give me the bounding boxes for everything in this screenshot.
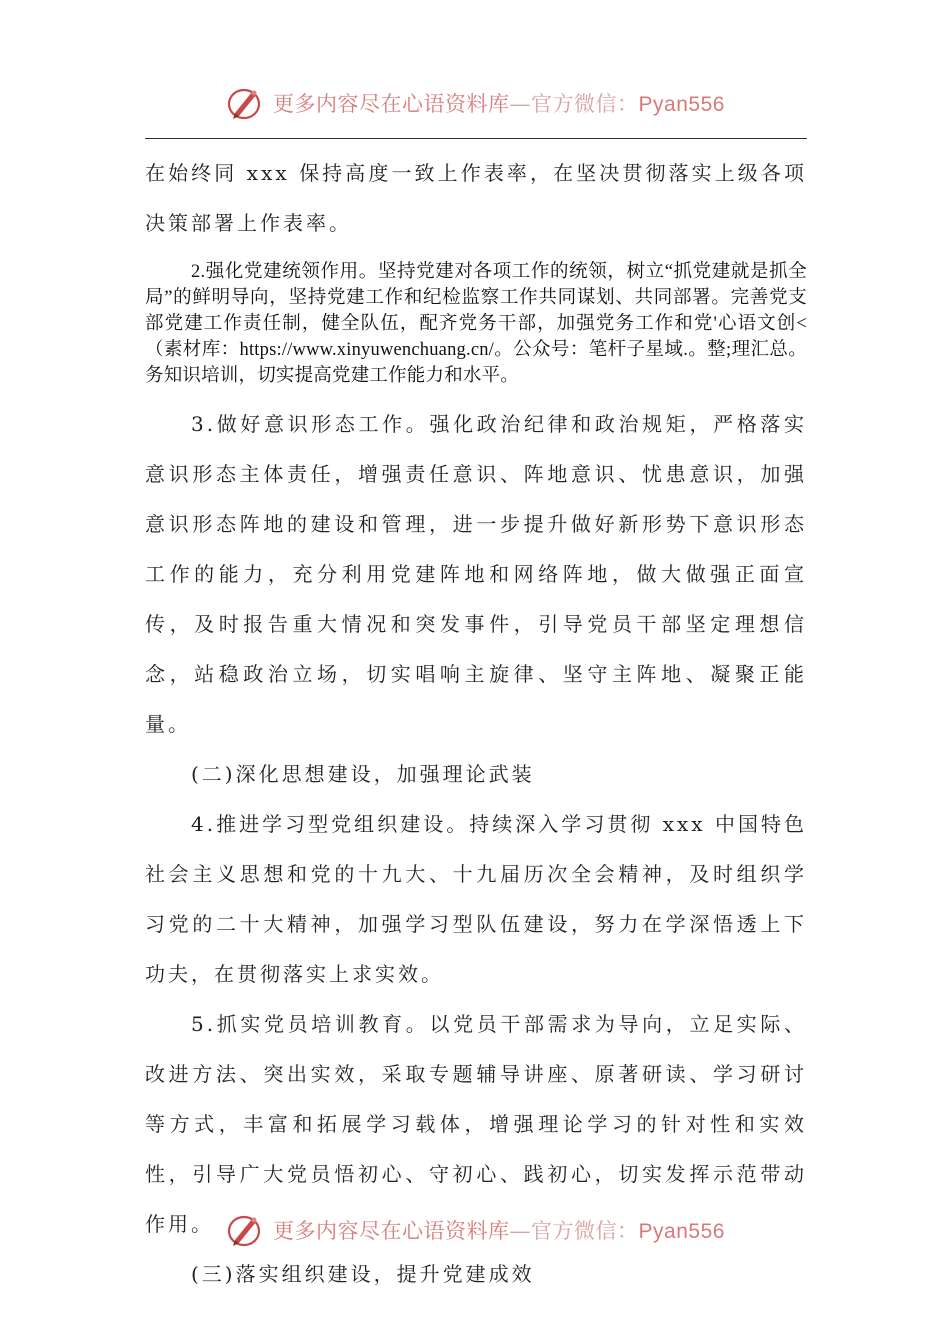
header-divider	[145, 138, 807, 139]
section-heading-2: (二)深化思想建设，加强理论武装	[191, 762, 535, 786]
watermark-text	[273, 1215, 725, 1245]
watermark-brand: 更多内容尽在心语资料库	[273, 92, 510, 116]
paragraph-4: 4.推进学习型党组织建设。持续深入学习贯彻 xxx 中国特色社会主义思想和党的十九大、十九届历次全会精神，及时组织学习党的二十大精神，加强学习型队伍建设，努力在学深悟透上下功夫，在贯彻落实上求实效。	[145, 812, 807, 986]
watermark-brand: 更多内容尽在心语资料库	[273, 1219, 510, 1243]
footer-watermark	[0, 1205, 950, 1255]
watermark-wechat-id: Pyan556	[638, 1220, 725, 1243]
section-heading-3: (三)落实组织建设，提升党建成效	[191, 1262, 535, 1286]
paragraph-3: 3.做好意识形态工作。强化政治纪律和政治规矩，严格落实意识形态主体责任，增强责任意识、阵地意识、忧患意识，加强意识形态阵地的建设和管理，进一步提升做好新形势下意识形态工作的能力，充分利用党建阵地和网络阵地，做大做强正面宣传，及时报告重大情况和突发事件，引导党员干部坚定理想信念，站稳政治立场，切实唱响主旋律、坚守主阵地、凝聚正能量。	[145, 412, 807, 736]
pen-logo-icon	[225, 1210, 265, 1250]
watermark-wechat-label: —官方微信：	[509, 92, 639, 116]
paragraph-continued: 在始终同 xxx 保持高度一致上作表率，在坚决贯彻落实上级各项决策部署上作表率。	[145, 161, 807, 235]
document-body	[145, 148, 807, 1299]
watermark-wechat-label: —官方微信：	[509, 1219, 639, 1243]
header-watermark	[0, 78, 950, 128]
pen-logo-icon	[225, 83, 265, 123]
watermark-text	[273, 88, 725, 118]
paragraph-2: 2.强化党建统领作用。坚持党建对各项工作的统领，树立“抓党建就是抓全局”的鲜明导向，坚持党建工作和纪检监察工作共同谋划、共同部署。完善党支部党建工作责任制，健全队伍，配齐党务干部，加强党务工作和党'心语文创<（素材库：https://www.xinyuwenchuang.cn/。公众号：笔杆子星域.。整;理汇总。务知识培训，切实提高党建工作能力和水平。	[145, 262, 807, 386]
watermark-wechat-id: Pyan556	[638, 93, 725, 116]
paragraph-5: 5.抓实党员培训教育。以党员干部需求为导向，立足实际、改进方法、突出实效，采取专题辅导讲座、原著研读、学习研讨等方式，丰富和拓展学习载体，增强理论学习的针对性和实效性，引导广大党员悟初心、守初心、践初心，切实发挥示范带动作用。	[145, 1012, 807, 1236]
